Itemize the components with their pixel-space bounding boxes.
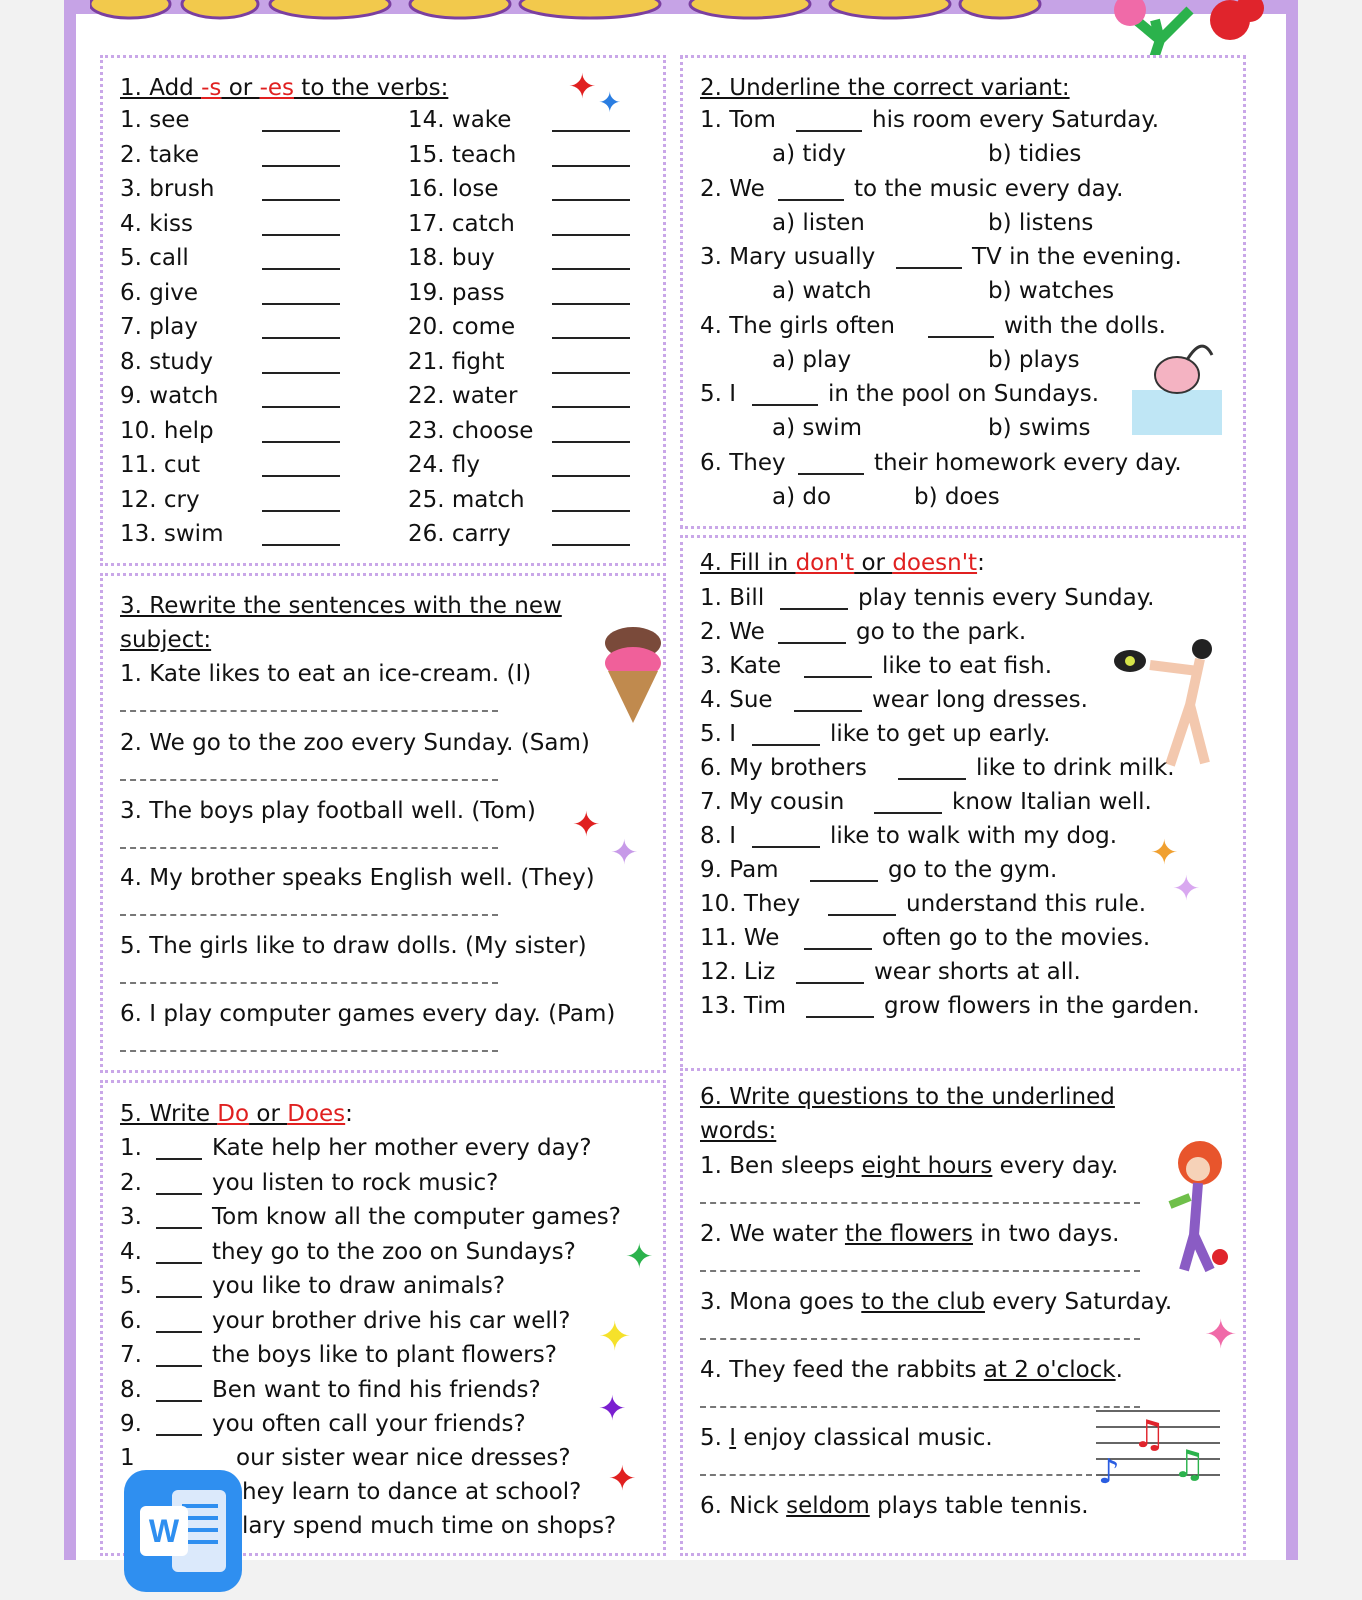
- title-doesnt: doesn't: [892, 550, 978, 576]
- verb-item: 7. play: [120, 314, 198, 340]
- sentence-part: 1. Ben sleeps: [700, 1153, 862, 1179]
- answer-blank: [552, 372, 630, 374]
- answer-blank: [262, 130, 340, 132]
- fill-in-end: wear long dresses.: [872, 687, 1088, 713]
- star-icon: ✦: [608, 1459, 637, 1499]
- item-text: you often call your friends?: [212, 1411, 526, 1437]
- verb-item: 17. catch: [408, 210, 515, 237]
- answer-blank: [262, 475, 340, 477]
- verb-item: 4. kiss: [120, 210, 193, 237]
- answer-blank: [796, 130, 862, 132]
- sentence-part: every Saturday.: [984, 1289, 1173, 1315]
- option-a: a) play: [772, 346, 852, 373]
- verb-item: 26. carry: [408, 521, 511, 547]
- fill-in-end: go to the gym.: [888, 857, 1058, 883]
- fill-in-end: know Italian well.: [952, 789, 1152, 815]
- rewrite-sentence: 1. Kate likes to eat an ice-cream. (I): [120, 661, 532, 687]
- title-text: :: [345, 1101, 353, 1127]
- question-sentence: [700, 1220, 1119, 1248]
- fill-in-end: go to the park.: [856, 619, 1027, 645]
- verb-item: 13. swim: [120, 521, 224, 547]
- answer-blank: [156, 1193, 202, 1195]
- item-number: 1.: [120, 1135, 142, 1161]
- sentence-part: plays table tennis.: [869, 1493, 1089, 1519]
- answer-blank: [798, 473, 864, 475]
- verb-item: 1. see: [120, 107, 190, 133]
- section-6-title: 6. Write questions to the underlined: [700, 1084, 1115, 1110]
- item-number: 9.: [120, 1411, 142, 1437]
- verb-item: 18. buy: [408, 245, 495, 271]
- verb-item: 16. lose: [408, 176, 499, 202]
- item-text: you like to draw animals?: [212, 1273, 506, 1299]
- answer-blank: [156, 1365, 202, 1367]
- answer-blank: [262, 165, 340, 167]
- word-app-icon[interactable]: [124, 1470, 242, 1592]
- sentence-part: 3. Mona goes: [700, 1289, 862, 1315]
- rewrite-sentence: 4. My brother speaks English well. (They): [120, 865, 595, 891]
- verb-item: 11. cut: [120, 452, 201, 478]
- item-text: they go to the zoo on Sundays?: [212, 1238, 576, 1265]
- question-sentence: [700, 1356, 1123, 1384]
- fill-in-end: grow flowers in the garden.: [884, 993, 1200, 1019]
- answer-line: [700, 1474, 1092, 1476]
- rewrite-sentence: 2. We go to the zoo every Sunday. (Sam): [120, 730, 590, 756]
- title-do: Do: [217, 1101, 250, 1127]
- sentence-part: 6. Nick: [700, 1493, 787, 1519]
- doc-line: [182, 1504, 218, 1508]
- star-icon: ✦: [625, 1237, 654, 1277]
- svg-text:♫: ♫: [1132, 1412, 1167, 1456]
- swimmer-icon: [1132, 335, 1222, 435]
- variant-sentence-start: 2. We: [700, 175, 765, 202]
- answer-blank: [156, 1158, 202, 1160]
- variant-sentence-end: his room every Saturday.: [872, 107, 1160, 133]
- section-4-title: [700, 549, 985, 577]
- do-does-item: [236, 1444, 571, 1472]
- answer-line: [700, 1202, 1140, 1204]
- title-text: or: [221, 75, 260, 101]
- answer-blank: [156, 1227, 202, 1229]
- answer-blank: [552, 510, 630, 512]
- answer-line: [700, 1270, 1140, 1272]
- verb-item: 24. fly: [408, 452, 480, 478]
- answer-blank: [552, 337, 630, 339]
- variant-sentence-start: 4. The girls often: [700, 312, 895, 339]
- answer-blank: [552, 130, 630, 132]
- svg-text:♪: ♪: [1098, 1452, 1120, 1490]
- answer-blank: [552, 475, 630, 477]
- option-a: a) do: [772, 483, 832, 510]
- star-icon: ✦: [572, 805, 601, 845]
- underlined-words: seldom: [786, 1493, 870, 1519]
- sentence-part: every day.: [992, 1153, 1119, 1179]
- verb-item: 12. cry: [120, 486, 200, 513]
- answer-blank: [898, 778, 966, 780]
- answer-line: [700, 1406, 1140, 1408]
- item-text: hey learn to dance at school?: [242, 1479, 582, 1505]
- item-text: you listen to rock music?: [212, 1169, 499, 1196]
- variant-sentence-start: 3. Mary usually: [700, 244, 876, 270]
- do-does-item: [120, 1444, 135, 1472]
- verb-item: 14. wake: [408, 107, 512, 133]
- answer-blank: [778, 199, 844, 201]
- star-icon: ✦: [610, 833, 639, 873]
- answer-blank: [780, 608, 848, 610]
- fill-in-end: play tennis every Sunday.: [858, 585, 1155, 611]
- section-6-title: words:: [700, 1118, 777, 1144]
- verb-item: 9. watch: [120, 383, 219, 409]
- verb-item: 2. take: [120, 141, 200, 168]
- answer-blank: [552, 234, 630, 236]
- question-sentence: [700, 1288, 1172, 1316]
- option-b: b) listens: [988, 209, 1094, 236]
- fill-in-start: 13. Tim: [700, 993, 787, 1019]
- verb-item: 20. come: [408, 314, 516, 340]
- fill-in-end: like to walk with my dog.: [830, 823, 1118, 849]
- fill-in-start: 4. Sue: [700, 687, 773, 713]
- answer-blank: [156, 1262, 202, 1264]
- verb-item: 22. water: [408, 383, 518, 409]
- option-a: a) watch: [772, 278, 872, 304]
- title-text: 5. Write: [120, 1101, 218, 1127]
- option-a: a) swim: [772, 415, 862, 441]
- title-text: to the verbs:: [294, 75, 449, 101]
- fill-in-end: like to get up early.: [830, 721, 1051, 747]
- fill-in-end: like to drink milk.: [976, 755, 1175, 781]
- item-number: 7.: [120, 1342, 142, 1368]
- rewrite-sentence: 6. I play computer games every day. (Pam): [120, 1001, 616, 1027]
- item-text: our sister wear nice dresses?: [236, 1445, 571, 1471]
- answer-line: [120, 982, 498, 984]
- section-3-title: subject:: [120, 627, 212, 653]
- answer-blank: [552, 165, 630, 167]
- svg-text:♫: ♫: [1172, 1442, 1207, 1486]
- answer-blank: [752, 404, 818, 406]
- answer-blank: [794, 710, 862, 712]
- answer-line: [120, 847, 498, 849]
- do-does-item: [242, 1478, 581, 1506]
- fill-in-start: 6. My brothers: [700, 755, 867, 781]
- title-text: or: [854, 550, 893, 576]
- underlined-words: eight hours: [861, 1153, 993, 1179]
- answer-blank: [896, 267, 962, 269]
- answer-blank: [262, 303, 340, 305]
- music-notes-icon: [1096, 1405, 1220, 1490]
- option-b: b) plays: [988, 346, 1080, 373]
- title-dont: don't: [795, 550, 855, 576]
- answer-blank: [262, 510, 340, 512]
- question-sentence: [700, 1492, 1089, 1520]
- fill-in-start: 3. Kate: [700, 653, 782, 679]
- answer-blank: [804, 676, 872, 678]
- item-text: the boys like to plant flowers?: [212, 1342, 557, 1368]
- fill-in-start: 5. I: [700, 721, 737, 747]
- sentence-part: 4. They feed the rabbits: [700, 1357, 984, 1383]
- option-b: b) does: [914, 483, 1000, 510]
- underlined-words: the flowers: [844, 1221, 973, 1247]
- answer-blank: [552, 406, 630, 408]
- title-text: 1. Add: [120, 75, 202, 101]
- star-icon: ✦: [1172, 869, 1201, 909]
- option-a: a) listen: [772, 209, 865, 236]
- answer-blank: [262, 406, 340, 408]
- fill-in-end: understand this rule.: [906, 891, 1147, 917]
- verb-item: 21. fight: [408, 348, 505, 375]
- title-does: Does: [287, 1101, 346, 1127]
- answer-blank: [828, 914, 896, 916]
- section-2-title: 2. Underline the correct variant:: [700, 75, 1070, 101]
- verb-item: 8. study: [120, 348, 214, 375]
- item-number: 3.: [120, 1204, 142, 1230]
- verb-item: 5. call: [120, 245, 189, 271]
- verb-item: 3. brush: [120, 176, 215, 202]
- answer-blank: [156, 1434, 202, 1436]
- word-letter: W: [140, 1506, 188, 1556]
- answer-blank: [806, 1016, 874, 1018]
- title-suffix-es: -es: [259, 75, 294, 101]
- sentence-part: in two days.: [972, 1221, 1120, 1247]
- answer-blank: [810, 880, 878, 882]
- answer-line: [120, 914, 498, 916]
- answer-blank: [552, 544, 630, 546]
- answer-blank: [262, 199, 340, 201]
- fill-in-start: 1. Bill: [700, 585, 765, 611]
- item-number: 4.: [120, 1238, 142, 1265]
- rewrite-sentence: 5. The girls like to draw dolls. (My sister): [120, 933, 587, 959]
- variant-sentence-end: to the music every day.: [854, 175, 1124, 202]
- star-icon: ✦: [598, 1314, 632, 1360]
- item-text: Tom know all the computer games?: [212, 1204, 621, 1230]
- answer-blank: [804, 948, 872, 950]
- fill-in-start: 9. Pam: [700, 857, 779, 883]
- verb-item: 23. choose: [408, 417, 534, 444]
- option-b: b) tidies: [988, 141, 1082, 167]
- verb-item: 6. give: [120, 279, 199, 306]
- answer-blank: [262, 544, 340, 546]
- sentence-part: .: [1115, 1357, 1123, 1383]
- section-5-title: [120, 1100, 353, 1128]
- answer-blank: [262, 372, 340, 374]
- item-text: Ben want to find his friends?: [212, 1376, 541, 1403]
- star-icon: ✦: [598, 1389, 627, 1429]
- title-suffix-s: -s: [201, 75, 222, 101]
- variant-sentence-start: 5. I: [700, 381, 737, 407]
- fill-in-start: 10. They: [700, 891, 801, 917]
- item-text: Kate help her mother every day?: [212, 1135, 592, 1161]
- variant-sentence-end: in the pool on Sundays.: [828, 381, 1100, 407]
- answer-blank: [796, 982, 864, 984]
- star-icon: ✦: [1150, 833, 1179, 873]
- tennis-player-icon: [1110, 635, 1230, 770]
- question-sentence: [700, 1152, 1118, 1180]
- item-text: lary spend much time on shops?: [242, 1513, 617, 1539]
- star-icon: ✦: [1204, 1312, 1238, 1358]
- title-text: 4. Fill in: [700, 550, 796, 576]
- answer-blank: [778, 642, 846, 644]
- verb-item: 19. pass: [408, 279, 505, 306]
- answer-blank: [552, 303, 630, 305]
- answer-blank: [552, 441, 630, 443]
- verb-item: 10. help: [120, 417, 214, 444]
- option-a: a) tidy: [772, 141, 846, 167]
- girl-watering-icon: [1150, 1135, 1240, 1275]
- answer-blank: [156, 1331, 202, 1333]
- item-number: 1: [120, 1445, 135, 1471]
- answer-line: [120, 710, 498, 712]
- fill-in-start: 11. We: [700, 925, 780, 951]
- fill-in-end: often go to the movies.: [882, 925, 1151, 951]
- fill-in-start: 7. My cousin: [700, 789, 845, 815]
- item-number: 8.: [120, 1376, 142, 1403]
- star-icon: ✦: [598, 86, 622, 119]
- answer-blank: [752, 744, 820, 746]
- title-text: :: [977, 550, 985, 576]
- answer-blank: [262, 234, 340, 236]
- answer-blank: [262, 441, 340, 443]
- section-1-title: [120, 74, 448, 102]
- answer-line: [700, 1338, 1140, 1340]
- verb-item: 25. match: [408, 486, 525, 513]
- answer-blank: [874, 812, 942, 814]
- rewrite-sentence: 3. The boys play football well. (Tom): [120, 798, 536, 824]
- question-sentence: [700, 1424, 993, 1452]
- answer-line: [120, 1050, 498, 1052]
- sentence-part: 5.: [700, 1425, 730, 1451]
- sentence-part: enjoy classical music.: [736, 1425, 993, 1451]
- answer-blank: [552, 199, 630, 201]
- variant-sentence-start: 6. They: [700, 449, 786, 476]
- item-text: your brother drive his car well?: [212, 1307, 571, 1334]
- answer-line: [120, 779, 498, 781]
- answer-blank: [752, 846, 820, 848]
- answer-blank: [156, 1400, 202, 1402]
- sentence-part: 2. We water: [700, 1221, 845, 1247]
- item-number: 6.: [120, 1307, 142, 1334]
- fill-in-end: wear shorts at all.: [874, 959, 1081, 985]
- answer-blank: [928, 336, 994, 338]
- variant-sentence-end: TV in the evening.: [972, 244, 1182, 270]
- ice-cream-icon: [602, 625, 664, 725]
- star-icon: ✦: [568, 67, 597, 107]
- do-does-item: [242, 1512, 616, 1540]
- variant-sentence-start: 1. Tom: [700, 107, 776, 133]
- option-b: b) watches: [988, 278, 1115, 304]
- verb-item: 15. teach: [408, 141, 517, 168]
- variant-sentence-end: their homework every day.: [874, 449, 1182, 476]
- underlined-words: I: [729, 1425, 737, 1451]
- fill-in-end: like to eat fish.: [882, 653, 1053, 679]
- fill-in-start: 8. I: [700, 823, 737, 849]
- item-number: 2.: [120, 1169, 142, 1196]
- section-3-title: 3. Rewrite the sentences with the new: [120, 593, 562, 619]
- answer-blank: [262, 268, 340, 270]
- underlined-words: to the club: [861, 1289, 985, 1315]
- fill-in-start: 2. We: [700, 619, 765, 645]
- underlined-words: at 2 o'clock: [983, 1357, 1116, 1383]
- title-text: or: [249, 1101, 288, 1127]
- answer-blank: [262, 337, 340, 339]
- answer-blank: [156, 1296, 202, 1298]
- item-number: 5.: [120, 1273, 142, 1299]
- answer-blank: [552, 268, 630, 270]
- fill-in-start: 12. Liz: [700, 959, 776, 985]
- variant-sentence-end: with the dolls.: [1004, 312, 1166, 339]
- option-b: b) swims: [988, 415, 1091, 441]
- title-banner: [90, 0, 1050, 24]
